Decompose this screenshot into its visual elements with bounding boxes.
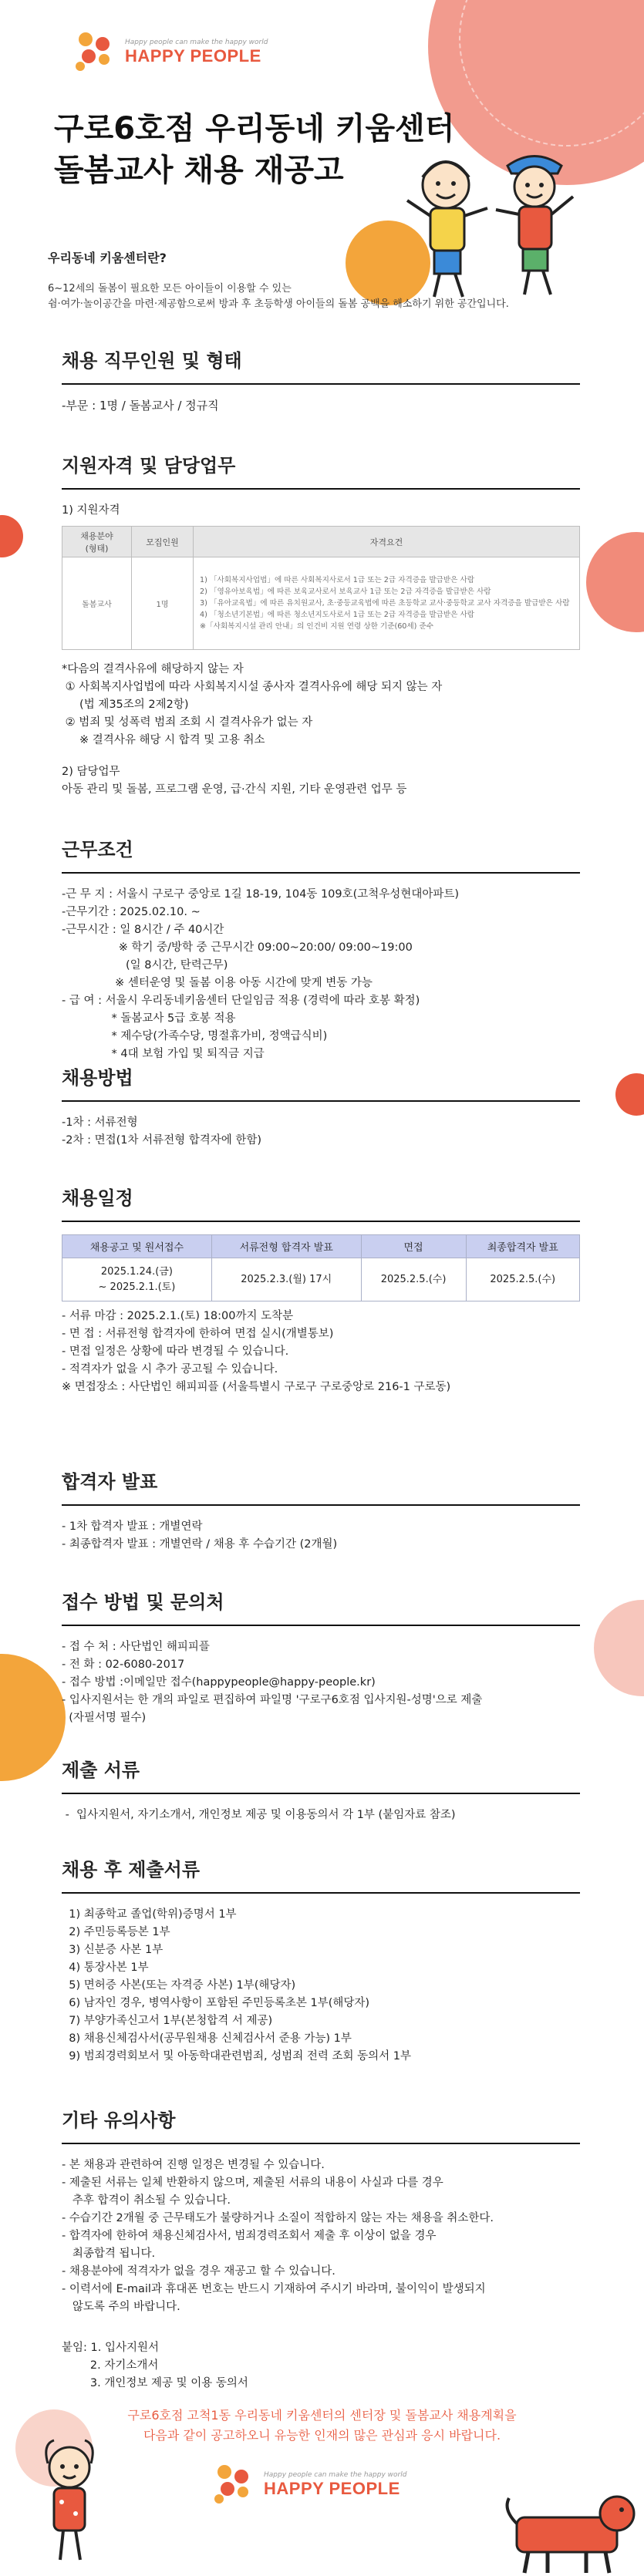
qualification-table <box>62 526 580 650</box>
list-item: 2) 주민등록등본 1부 <box>62 1926 170 1938</box>
decor-circle-left-red <box>0 515 23 557</box>
table-header: 면접 <box>361 1235 466 1258</box>
list-item: - 이력서에 E-mail과 휴대폰 번호는 반드시 기재하여 주시기 바라며, 불이익이 발생되지 <box>62 2283 486 2295</box>
intro-answer-2: 쉼·여가·놀이공간을 마련·제공함으로써 방과 후 초등학생 아이들의 돌봄 공백을 해소하기 위한 공간입니다. <box>48 298 509 310</box>
intro-question: 우리동네 키움센터란? <box>48 251 167 265</box>
attachment-item: 3. 개인정보 제공 및 이용 동의서 <box>62 2377 248 2389</box>
text-line: (법 제35조의 2제2항) <box>62 699 189 711</box>
requirement-item: ※「사회복지시설 관리 안내」의 인건비 지원 연령 상한 기준(60세) 준수 <box>200 622 434 631</box>
text-line: ※ 면접장소 : 사단법인 해피피플 (서울특별시 구로구 구로중앙로 216-1 구로동) <box>62 1381 451 1393</box>
section-hiring-method <box>62 1062 580 1150</box>
requirement-item: 1) 「사회복지사업법」에 따른 사회복지사로서 1급 또는 2급 자격증을 발급받은 사람 <box>200 576 474 584</box>
section-schedule <box>62 1183 580 1396</box>
text-line: (자필서명 필수) <box>62 1712 147 1724</box>
contact-email[interactable]: - 접수 방법 :이메일만 접수(happypeople@happy-people.kr) <box>62 1676 376 1689</box>
text-line: - 면 접 : 서류전형 합격자에 한하여 면접 실시(개별통보) <box>62 1328 334 1340</box>
list-item: - 제출된 서류는 일체 반환하지 않으며, 제출된 서류의 내용이 사실과 다를 경우 <box>62 2177 443 2189</box>
section-job-type <box>62 345 580 415</box>
decor-circle-right-red <box>615 1073 644 1116</box>
girl-illustration <box>31 2433 108 2571</box>
text-line: 아동 관리 및 돌봄, 프로그램 운영, 급·간식 지원, 기타 운영관련 업무 등 <box>62 783 407 796</box>
section-title: 접수 방법 및 문의처 <box>62 1587 580 1626</box>
table-cell: 2025.2.5.(수) <box>361 1258 466 1301</box>
flower-logo-icon <box>76 31 119 74</box>
table-cell: 2025.2.5.(수) <box>466 1258 580 1301</box>
requirement-item: 3) 「유아교육법」에 따른 유치원교사, 초·중등교육법에 따른 초등학교 교사·중등학교 교사 자격증을 발급받은 사람 <box>200 599 570 608</box>
section-announcement <box>62 1466 580 1554</box>
section-title: 지원자격 및 담당업무 <box>62 450 580 490</box>
requirement-item: 2) 「영유아보육법」에 따른 보육교사로서 보육교사 1급 또는 2급 자격증을 발급받은 사람 <box>200 588 491 596</box>
list-item: 최종합격 됩니다. <box>62 2248 156 2260</box>
title-line-1: 구로6호점 우리동네 키움센터 <box>54 111 455 146</box>
list-item: 1) 최종학교 졸업(학위)증명서 1부 <box>62 1908 237 1921</box>
list-item: - 채용분야에 적격자가 없을 경우 재공고 할 수 있습니다. <box>62 2265 335 2278</box>
section-work-conditions <box>62 834 580 1063</box>
decor-circle-right-salmon <box>586 532 644 632</box>
text-line: -근무기간 : 2025.02.10. ~ <box>62 906 201 918</box>
text-line: - 전 화 : 02-6080-2017 <box>62 1658 185 1671</box>
title-line-2: 돌봄교사 채용 재공고 <box>54 153 344 188</box>
text-line: - 면접 일정은 상황에 따라 변경될 수 있습니다. <box>62 1345 289 1358</box>
logo-tagline: Happy people can make the happy world <box>125 39 268 46</box>
attachment-item: 2. 자기소개서 <box>62 2359 159 2372</box>
text-line: -2차 : 면접(1차 서류전형 합격자에 한함) <box>62 1134 262 1147</box>
section-qualifications <box>62 450 580 799</box>
requirement-item: 4) 「청소년기본법」에 따른 청소년지도사로서 1급 또는 2급 자격증을 발급받은 사람 <box>200 611 474 619</box>
section-title: 제출 서류 <box>62 1755 580 1794</box>
section-post-hire-documents <box>62 1854 580 2066</box>
text-line: - 입사지원서는 한 개의 파일로 편집하여 파일명 '구로구6호점 입사지원-성명'으로 제출 <box>62 1694 483 1706</box>
text-line: - 적격자가 없을 시 추가 공고될 수 있습니다. <box>62 1363 278 1376</box>
subheading: 1) 지원자격 <box>62 504 120 517</box>
logo-bottom <box>214 2463 406 2507</box>
list-item: 추후 합격이 취소될 수 있습니다. <box>62 2194 231 2207</box>
section-title: 채용방법 <box>62 1062 580 1102</box>
section-title: 채용일정 <box>62 1183 580 1222</box>
schedule-table <box>62 1234 580 1301</box>
list-item: 6) 남자인 경우, 병역사항이 포함된 주민등록초본 1부(해당자) <box>62 1997 370 2009</box>
text-line: *다음의 결격사유에 해당하지 않는 자 <box>62 663 244 675</box>
list-item: 9) 범죄경력회보서 및 아동학대관련범죄, 성범죄 전력 조회 동의서 1부 <box>62 2050 411 2062</box>
footer-note <box>46 2406 598 2446</box>
table-header: 자격요건 <box>194 527 580 557</box>
text-line: - 1차 합격자 발표 : 개별연락 <box>62 1520 203 1533</box>
attachment-item: 붙임: 1. 입사지원서 <box>62 2342 159 2354</box>
table-header: 채용공고 및 원서접수 <box>62 1235 212 1258</box>
text-line: - 서류 마감 : 2025.2.1.(토) 18:00까지 도착분 <box>62 1310 294 1322</box>
section-title: 채용 직무인원 및 형태 <box>62 345 580 385</box>
section-documents <box>62 1755 580 1824</box>
text-line: - 최종합격자 발표 : 개별연락 / 채용 후 수습기간 (2개월) <box>62 1538 338 1551</box>
list-item: - 본 채용과 관련하여 진행 일정은 변경될 수 있습니다. <box>62 2159 325 2171</box>
date-start: 2025.1.24.(금) <box>100 1265 173 1278</box>
table-cell <box>62 1258 212 1301</box>
flower-logo-icon <box>214 2463 258 2507</box>
text-line: * 제수당(가족수당, 명절휴가비, 정액급식비) <box>62 1030 328 1042</box>
table-header: 채용분야 (형태) <box>62 527 132 557</box>
text-line: - 입사지원서, 자기소개서, 개인정보 제공 및 이용동의서 각 1부 (붙임자료 참조) <box>62 1809 456 1821</box>
text-line: (일 8시간, 탄력근무) <box>62 959 228 971</box>
text-line: ※ 센터운영 및 돌봄 이용 아동 시간에 맞게 변동 가능 <box>62 977 373 989</box>
text-line: ※ 학기 중/방학 중 근무시간 09:00~20:00/ 09:00~19:00 <box>62 941 413 954</box>
logo-brand: HAPPY PEOPLE <box>264 2479 400 2498</box>
table-header: 모집인원 <box>132 527 194 557</box>
section-title: 합격자 발표 <box>62 1466 580 1506</box>
list-item: - 합격자에 한하여 채용신체검사서, 범죄경력조회서 제출 후 이상이 없을 경우 <box>62 2230 437 2242</box>
intro-block <box>48 248 603 312</box>
text-line: ② 범죄 및 성폭력 범죄 조회 시 결격사유가 없는 자 <box>62 716 313 729</box>
table-cell: 2025.2.3.(월) 17시 <box>211 1258 361 1301</box>
section-title: 기타 유의사항 <box>62 2105 580 2144</box>
section-title: 근무조건 <box>62 834 580 874</box>
logo-top <box>76 31 268 74</box>
footer-line-2: 다음과 같이 공고하오니 유능한 인재의 많은 관심과 응시 바랍니다. <box>143 2428 501 2443</box>
decor-circle-right-pink <box>594 1600 644 1696</box>
list-item: 7) 부양가족신고서 1부(본청합격 서 제공) <box>62 2015 273 2027</box>
list-item: 5) 면허증 사본(또는 자격증 사본) 1부(해당자) <box>62 1979 296 1992</box>
date-end: ~ 2025.2.1.(토) <box>98 1281 176 1293</box>
text-line: -1차 : 서류전형 <box>62 1116 138 1129</box>
section-notes <box>62 2105 580 2392</box>
dog-illustration <box>501 2487 640 2576</box>
text-line: * 4대 보험 가입 및 퇴직금 지급 <box>62 1048 265 1060</box>
list-item: 8) 채용신체검사서(공무원채용 신체검사서 준용 가능) 1부 <box>62 2032 352 2045</box>
text-line: ※ 결격사유 해당 시 합격 및 고용 취소 <box>62 734 265 746</box>
text-line: - 접 수 처 : 사단법인 해피피플 <box>62 1641 210 1653</box>
decor-circle-left-orange <box>0 1654 66 1781</box>
intro-answer-1: 6~12세의 돌봄이 필요한 모든 아이들이 이용할 수 있는 <box>48 283 292 295</box>
table-header: 최종합격자 발표 <box>466 1235 580 1258</box>
footer-line-1: 구로6호점 고척1동 우리동네 키움센터의 센터장 및 돌봄교사 채용계획을 <box>127 2408 517 2423</box>
list-item: 않도록 주의 바랍니다. <box>62 2301 180 2313</box>
logo-brand: HAPPY PEOPLE <box>125 46 261 66</box>
text-line: -근 무 지 : 서울시 구로구 중앙로 1길 18-19, 104동 109호(고척우성현대아파트) <box>62 888 460 901</box>
logo-tagline: Happy people can make the happy world <box>264 2471 407 2479</box>
section-title: 채용 후 제출서류 <box>62 1854 580 1894</box>
text-line: -근무시간 : 일 8시간 / 주 40시간 <box>62 924 224 936</box>
list-item: 3) 신분증 사본 1부 <box>62 1944 164 1956</box>
section-contact <box>62 1587 580 1727</box>
text-line: -부문 : 1명 / 돌봄교사 / 정규직 <box>62 399 219 412</box>
table-header: 서류전형 합격자 발표 <box>211 1235 361 1258</box>
list-item: - 수습기간 2개월 중 근무태도가 불량하거나 소질이 적합하지 않는 자는 채용을 취소한다. <box>62 2212 494 2224</box>
requirements-cell <box>194 557 580 650</box>
table-cell: 1명 <box>132 557 194 650</box>
text-line: ① 사회복지사업법에 따라 사회복지시설 종사자 결격사유에 해당 되지 않는 자 <box>62 681 443 693</box>
text-line: * 돌봄교사 5급 호봉 적용 <box>62 1012 236 1025</box>
table-cell: 돌봄교사 <box>62 557 132 650</box>
subheading: 2) 담당업무 <box>62 766 120 778</box>
list-item: 4) 통장사본 1부 <box>62 1961 149 1974</box>
text-line: - 급 여 : 서울시 우리동네키움센터 단일임금 적용 (경력에 따라 호봉 확정) <box>62 995 420 1007</box>
